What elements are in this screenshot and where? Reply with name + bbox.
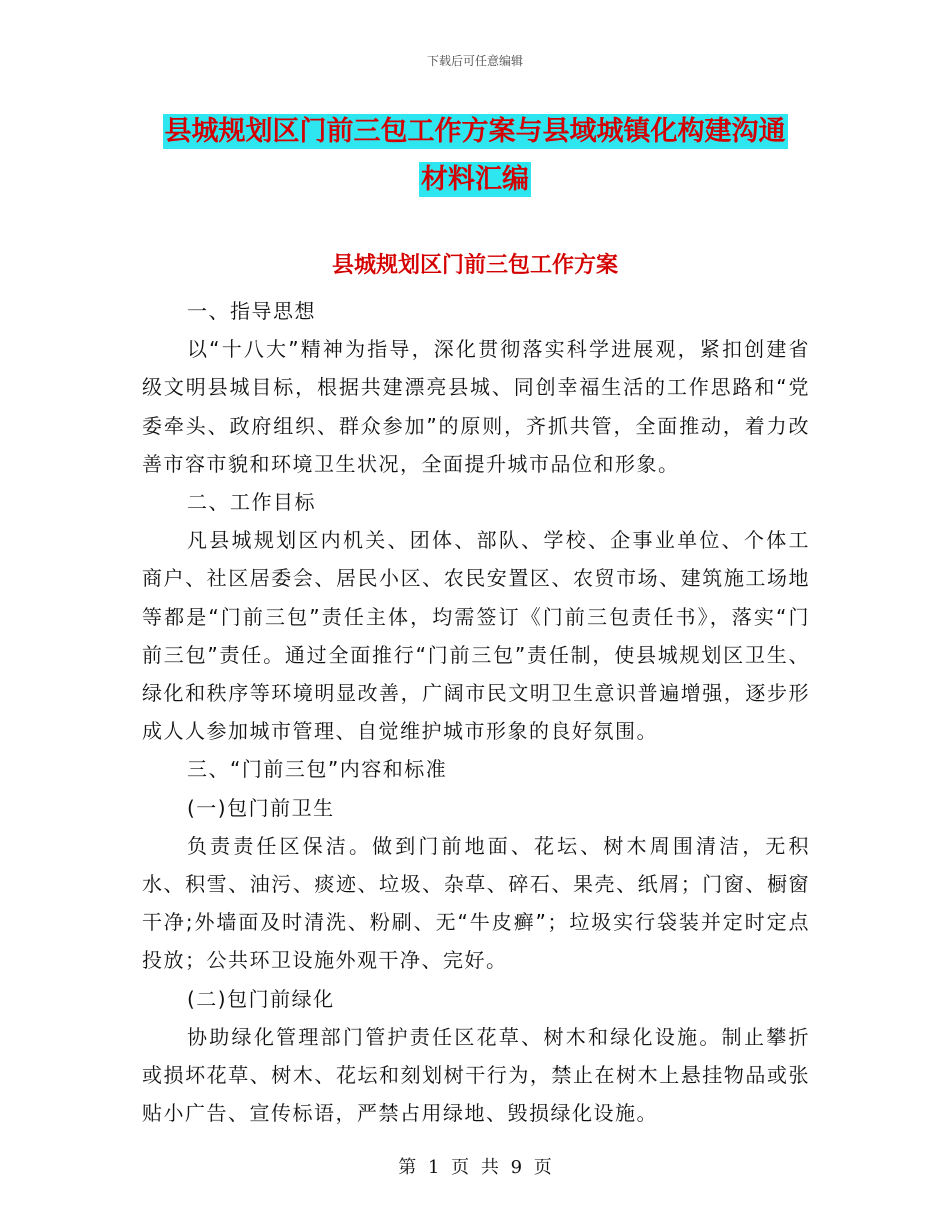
paragraph-work-goals: 凡县城规划区内机关、团体、部队、学校、企事业单位、个体工商户、社区居委会、居民小区、农民安置区、农贸市场、建筑施工场地等都是“门前三包”责任主体，均需签订《门前三包责任书》，落实“门前三包”责任。通过全面推行“门前三包”责任制，使县城规划区卫生、绿化和秩序等环境明显改善，广阔市民文明卫生意识普遍增强，逐步形成人人参加城市管理、自觉维护城市形象的良好氛围。: [142, 528, 810, 744]
document-title: [140, 108, 810, 204]
paragraph-greening: 协助绿化管理部门管护责任区花草、树木和绿化设施。制止攀折或损坏花草、树木、花坛和刻划树干行为，禁止在树木上悬挂物品或张贴小广告、宣传标语，严禁占用绿地、毁损绿化设施。: [142, 1024, 810, 1126]
heading-work-goals: 二、工作目标: [187, 490, 316, 515]
subheading-greening: (二)包门前绿化: [187, 986, 335, 1011]
heading-content-standards: 三、“门前三包”内容和标准: [187, 757, 448, 782]
document-title-line-2: 材料汇编: [421, 164, 529, 195]
heading-guiding-ideology: 一、指导思想: [187, 299, 316, 323]
page-footer: 第 1 页 共 9 页: [398, 1157, 552, 1178]
section-title: 县城规划区门前三包工作方案: [331, 253, 618, 278]
subheading-sanitation: (一)包门前卫生: [187, 795, 335, 820]
header-note: 下载后可任意编辑: [426, 54, 523, 68]
paragraph-sanitation: 负责责任区保洁。做到门前地面、花坛、树木周围清洁，无积水、积雪、油污、痰迹、垃圾、杂草、碎石、果壳、纸屑；门窗、橱窗干净;外墙面及时清洗、粉刷、无“牛皮癣”；垃圾实行袋装并定时定点投放；公共环卫设施外观干净、完好。: [142, 833, 810, 973]
document-title-line-1: 县城规划区门前三包工作方案与县域城镇化构建沟通: [164, 116, 786, 147]
document-body: [142, 292, 810, 1132]
paragraph-guiding-ideology: 以“十八大”精神为指导，深化贯彻落实科学进展观，紧扣创建省级文明县城目标，根据共建漂亮县城、同创幸福生活的工作思路和“党委牵头、政府组织、群众参加”的原则，齐抓共管，全面推动，着力改善市容市貌和环境卫生状况，全面提升城市品位和形象。: [142, 337, 810, 476]
